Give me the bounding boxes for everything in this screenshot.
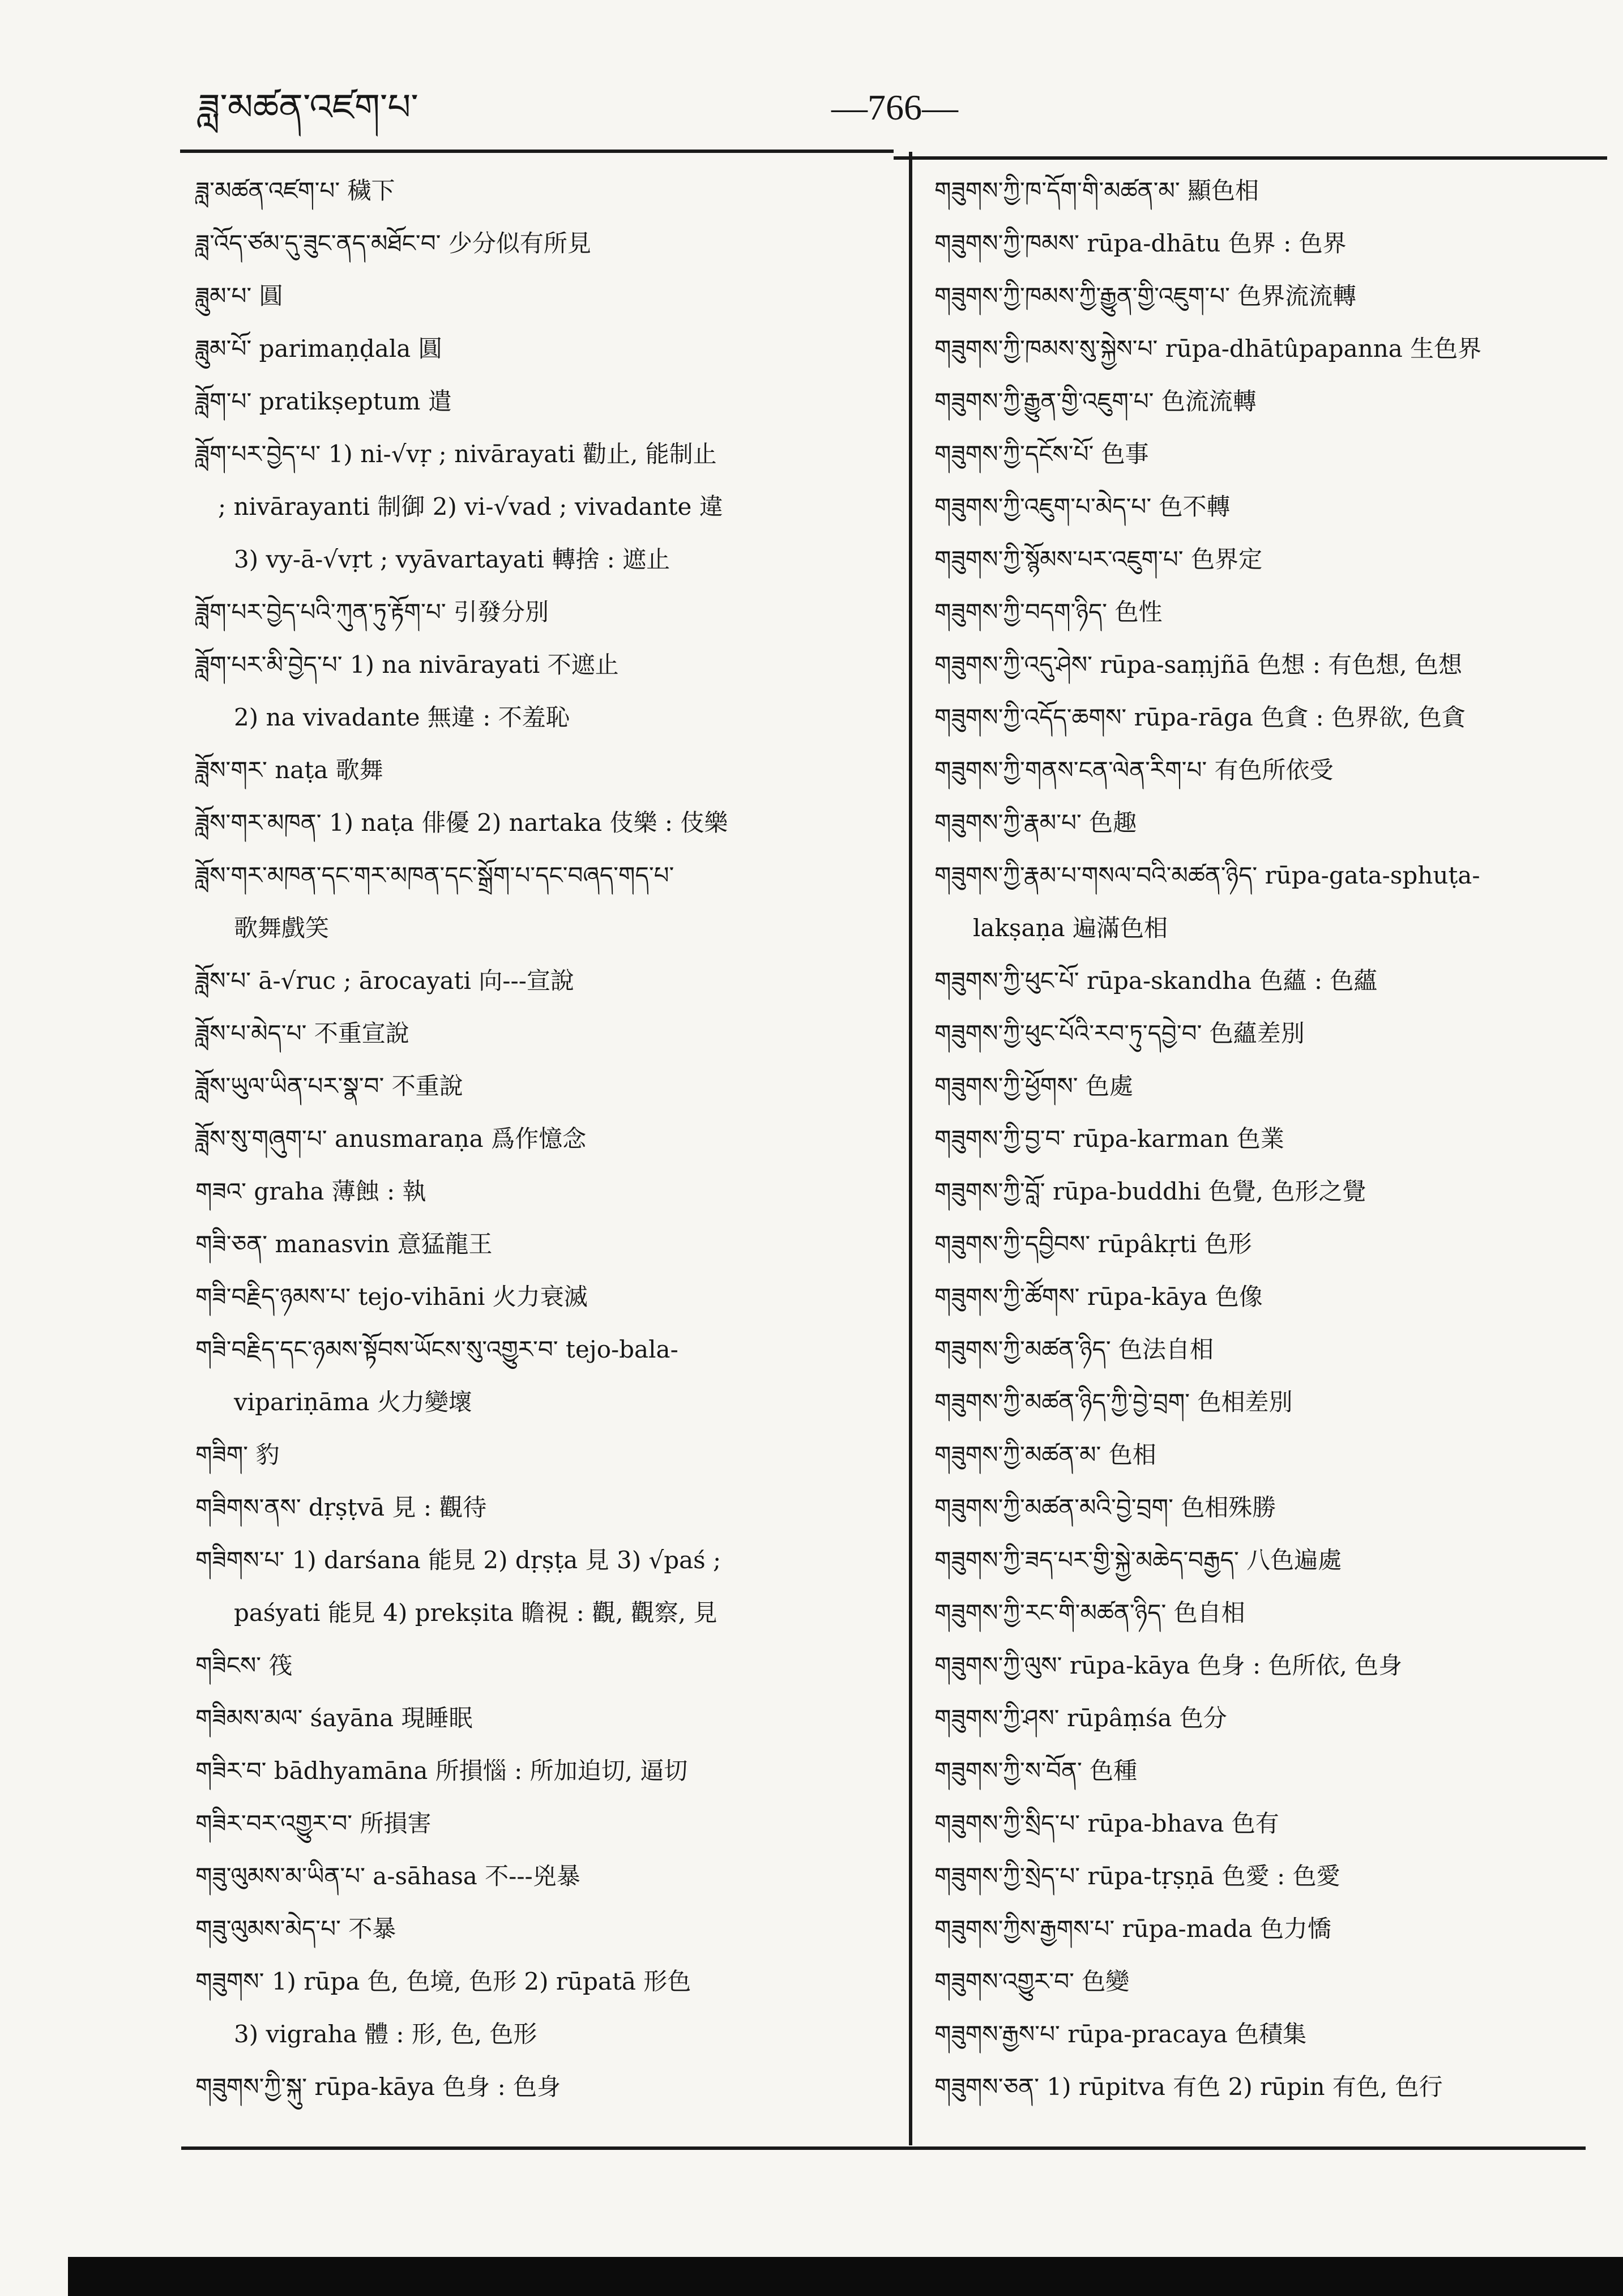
dictionary-entry: ཟློས་གར་ naṭa 歌舞 [195,756,383,784]
dictionary-entry: གཟུགས་ 1) rūpa 色, 色境, 色形 2) rūpatā 形色 [195,1968,691,1995]
dictionary-entry: གཟུགས་ཀྱི་ཕུང་པོ་ rūpa-skandha 色蘊 : 色蘊 [934,967,1378,995]
dictionary-entry: གཟུགས་ཀྱི་བྱ་བ་ rūpa-karman 色業 [934,1125,1284,1153]
dictionary-entry: གཟིར་བ་ bādhyamāna 所損惱 : 所加迫切, 逼切 [195,1757,688,1785]
dictionary-entry: ཟློས་གར་མཁན་དང་གར་མཁན་དང་སྒྲོག་པ་དང་བཞད་གད་པ་ [195,861,674,889]
running-title: ཟླ་མཚན་འཛག་པ་ [198,87,418,129]
dictionary-entry: ཟློག་པ་ pratikṣeptum 遣 [195,387,452,415]
dictionary-entry: གཟུགས་ཀྱི་ས་བོན་ 色種 [934,1757,1138,1785]
entry-continuation: 2) na vivadante 無違 : 不羞恥 [234,703,570,731]
dictionary-entry: གཟུགས་ཀྱི་མཚན་ཉིད་ཀྱི་བྱེ་བྲག་ 色相差別 [934,1388,1293,1416]
header-rule [180,150,894,153]
dictionary-entry: གཟུགས་ཀྱི་མཚན་མ་ 色相 [934,1441,1156,1469]
dictionary-entry: གཟུགས་ཀྱིས་རྒྱགས་པ་ rūpa-mada 色力憍 [934,1915,1331,1943]
dictionary-entry: གཟུགས་ཀྱི་ཟད་པར་གྱི་སྐྱེ་མཆེད་བརྒྱད་ 八色遍處 [934,1546,1342,1574]
dictionary-entry: གཟའ་ graha 薄蝕 : 執 [195,1177,426,1205]
dictionary-entry: གཟུགས་ཀྱི་རྣམ་པ་གསལ་བའི་མཚན་ཉིད་ rūpa-gata-sphuṭa- [934,861,1480,889]
dictionary-entry: གཟུགས་ཀྱི་སྲིད་པ་ rūpa-bhava 色有 [934,1810,1279,1837]
dictionary-entry: གཟུགས་ཀྱི་ཕུང་པོའི་རབ་ཏུ་དབྱེ་བ་ 色蘊差別 [934,1019,1305,1047]
dictionary-entry: ཟློས་པ་ ā-√ruc ; ārocayati 向---宣說 [195,967,574,995]
dictionary-entry: གཟུགས་ཀྱི་སྐུ་ rūpa-kāya 色身 : 色身 [195,2073,561,2101]
dictionary-entry: གཟུགས་ཀྱི་སྲེད་པ་ rūpa-tṛṣṇā 色愛 : 色愛 [934,1862,1340,1890]
dictionary-entry: གཟུགས་ཀྱི་མཚན་མའི་བྱེ་བྲག་ 色相殊勝 [934,1493,1276,1521]
dictionary-entry: ཟློས་གར་མཁན་ 1) naṭa 俳優 2) nartaka 伎樂 : 伎樂 [195,809,728,837]
dictionary-entry: གཟི་བརྗིད་ཉམས་པ་ tejo-vihāni 火力衰滅 [195,1283,588,1311]
dictionary-entry: གཟུགས་ཀྱི་རང་གི་མཚན་ཉིད་ 色自相 [934,1599,1245,1627]
dictionary-entry: གཟུགས་ཀྱི་རྣམ་པ་ 色趣 [934,809,1137,837]
dictionary-entry: གཟུགས་ཀྱི་ཁམས་ rūpa-dhātu 色界 : 色界 [934,229,1347,257]
footer-rule [181,2146,1586,2150]
dictionary-entry: ཟླ་མཚན་འཛག་པ་ 穢下 [195,177,395,204]
page-number: —766— [831,87,958,127]
dictionary-entry: གཟིག་ 豹 [195,1441,280,1469]
dictionary-entry: གཟིམས་མལ་ śayāna 現睡眠 [195,1704,473,1732]
dictionary-entry: གཟུགས་ཀྱི་དབྱིབས་ rūpâkṛti 色形 [934,1230,1252,1258]
dictionary-entry: གཟུགས་ཀྱི་མཚན་ཉིད་ 色法自相 [934,1335,1214,1363]
column-divider [909,152,912,2145]
left-column [195,164,883,2113]
dictionary-entry: གཟིར་བར་འགྱུར་བ་ 所損害 [195,1810,432,1837]
right-column [934,164,1617,2113]
dictionary-entry: གཟུགས་ཀྱི་ཕྱོགས་ 色處 [934,1072,1133,1100]
dictionary-entry: གཟུགས་ཀྱི་ཚོགས་ rūpa-kāya 色像 [934,1283,1263,1311]
entry-continuation: 歌舞戲笑 [234,914,330,942]
dictionary-entry: ཟློག་པར་བྱེད་པ་ 1) ni-√vṛ ; nivārayati 勸止, 能制止 [195,440,717,468]
dictionary-entry: གཟུགས་འགྱུར་བ་ 色變 [934,1968,1130,1995]
dictionary-entry: ཟླུམ་པ་ 圓 [195,282,283,310]
dictionary-entry: ཟླུམ་པོ་ parimaṇḍala 圓 [195,335,442,362]
entry-continuation: 3) vigraha 體 : 形, 色, 色形 [234,2020,537,2048]
scan-edge-band [68,2257,1623,2296]
dictionary-entry: གཟུགས་ཀྱི་ཁམས་སུ་སྐྱེས་པ་ rūpa-dhātûpapanna 生色界 [934,335,1482,362]
dictionary-entry: གཟུགས་ཀྱི་སྙོམས་པར་འཇུག་པ་ 色界定 [934,545,1262,573]
dictionary-entry: ཟློས་སུ་གཞུག་པ་ anusmaraṇa 爲作憶念 [195,1125,587,1153]
entry-continuation: lakṣaṇa 遍滿色相 [973,914,1168,942]
dictionary-entry: གཟུགས་ཀྱི་ཁ་དོག་གི་མཚན་མ་ 顯色相 [934,177,1259,204]
dictionary-entry: གཟུགས་ཀྱི་ཁམས་ཀྱི་རྒྱུན་གྱི་འཇུག་པ་ 色界流流轉 [934,282,1357,310]
dictionary-entry: གཟུ་ལུམས་མ་ཡིན་པ་ a-sāhasa 不---兇暴 [195,1862,580,1890]
dictionary-entry: གཟུགས་ཀྱི་འཇུག་པ་མེད་པ་ 色不轉 [934,493,1231,520]
dictionary-entry: གཟུགས་ཀྱི་ལུས་ rūpa-kāya 色身 : 色所依, 色身 [934,1651,1403,1679]
entry-continuation: 3) vy-ā-√vṛt ; vyāvartayati 轉捨 : 遮止 [234,545,670,573]
dictionary-entry: གཟི་བརྗིད་དང་ཉམས་སྟོབས་ཡོངས་སུ་འགྱུར་བ་ tejo-bala- [195,1335,678,1363]
dictionary-entry: གཟུགས་ཀྱི་ཤས་ rūpâṃśa 色分 [934,1704,1227,1732]
entry-continuation: vipariṇāma 火力變壞 [234,1388,472,1416]
dictionary-entry: ཟློག་པར་བྱེད་པའི་ཀུན་ཏུ་རྟོག་པ་ 引發分別 [195,598,549,626]
dictionary-entry: ཟློས་ཡུལ་ཡིན་པར་སྣ་བ་ 不重說 [195,1072,463,1100]
dictionary-entry: གཟིགས་ནས་ dṛṣṭvā 見 : 觀待 [195,1493,487,1521]
dictionary-entry: གཟུགས་ཀྱི་རྒྱུན་གྱི་འཇུག་པ་ 色流流轉 [934,387,1257,415]
dictionary-entry: གཟུགས་ཀྱི་དངོས་པོ་ 色事 [934,440,1149,468]
dictionary-entry: གཟུགས་ཀྱི་འདུ་ཤེས་ rūpa-saṃjñā 色想 : 有色想, 色想 [934,651,1462,678]
dictionary-entry: གཟི་ཅན་ manasvin 意猛龍王 [195,1230,493,1258]
dictionary-entry: གཟུ་ལུམས་མེད་པ་ 不暴 [195,1915,396,1943]
entry-continuation: ; nivārayanti 制御 2) vi-√vad ; vivadante 違 [218,493,723,520]
dictionary-entry: ཟློས་པ་མེད་པ་ 不重宣說 [195,1019,409,1047]
entry-continuation: paśyati 能見 4) prekṣita 瞻視 : 觀, 觀察, 見 [234,1599,717,1627]
dictionary-entry: ཟློག་པར་མི་བྱེད་པ་ 1) na nivārayati 不遮止 [195,651,619,678]
header-rule-right [894,156,1607,160]
dictionary-entry: གཟུགས་རྒྱས་པ་ rūpa-pracaya 色積集 [934,2020,1307,2048]
dictionary-entry: གཟུགས་ཀྱི་བློ་ rūpa-buddhi 色覺, 色形之覺 [934,1177,1366,1205]
dictionary-entry: གཟུགས་ཀྱི་གནས་ངན་ལེན་རིག་པ་ 有色所依受 [934,756,1334,784]
dictionary-entry: གཟུགས་ཅན་ 1) rūpitva 有色 2) rūpin 有色, 色行 [934,2073,1443,2101]
dictionary-entry: ཟླ་འོད་ཙམ་དུ་ཟུང་ནད་མཐོང་བ་ 少分似有所見 [195,229,591,257]
dictionary-entry: གཟིངས་ 筏 [195,1651,293,1679]
dictionary-entry: གཟིགས་པ་ 1) darśana 能見 2) dṛṣṭa 見 3) √paś ; [195,1546,721,1574]
dictionary-entry: གཟུགས་ཀྱི་བདག་ཉིད་ 色性 [934,598,1163,626]
dictionary-entry: གཟུགས་ཀྱི་འདོད་ཆགས་ rūpa-rāga 色貪 : 色界欲, 色貪 [934,703,1466,731]
